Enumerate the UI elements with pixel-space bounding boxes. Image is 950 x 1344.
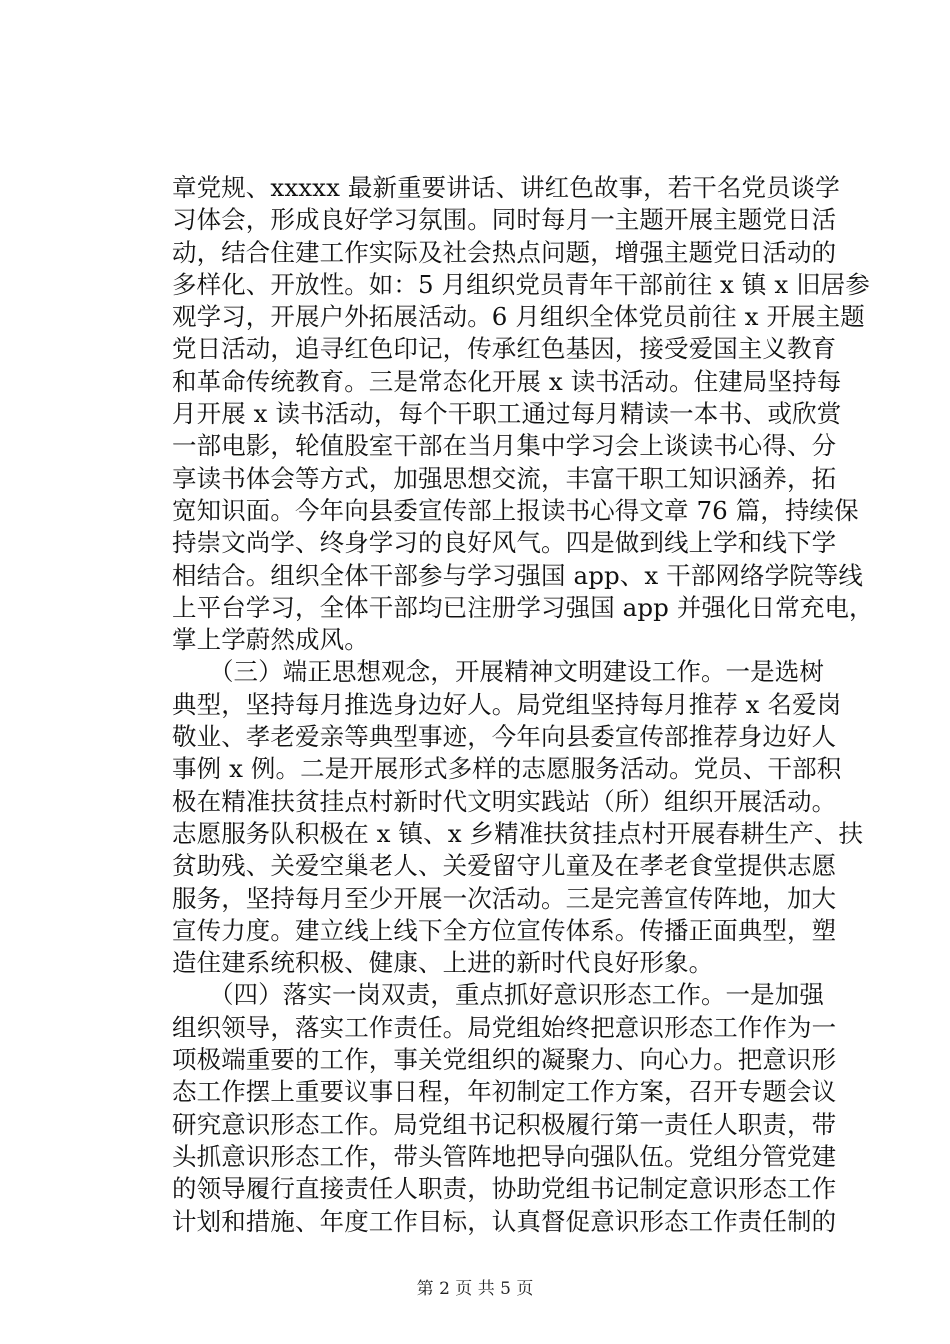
text-line: 服务，坚持每月至少开展一次活动。三是完善宣传阵地，加大	[172, 883, 837, 913]
text-line: 习体会，形成良好学习氛围。同时每月一主题开展主题党日活	[172, 205, 837, 235]
text-line: 志愿服务队积极在 x 镇、x 乡精准扶贫挂点村开展春耕生产、扶	[172, 818, 864, 848]
text-line: 贫助残、关爱空巢老人、关爱留守儿童及在孝老食堂提供志愿	[172, 851, 837, 881]
text-line: 事例 x 例。二是开展形式多样的志愿服务活动。党员、干部积	[172, 754, 842, 784]
text-line: 极在精准扶贫挂点村新时代文明实践站（所）组织开展活动。	[172, 786, 837, 816]
text-line: 持崇文尚学、终身学习的良好风气。四是做到线上学和线下学	[172, 528, 837, 558]
text-line: 的领导履行直接责任人职责，协助党组书记制定意识形态工作	[172, 1174, 837, 1204]
text-line: （三）端正思想观念，开展精神文明建设工作。一是选树	[172, 657, 824, 687]
text-line: 态工作摆上重要议事日程，年初制定工作方案，召开专题会议	[172, 1077, 837, 1107]
text-line: 观学习，开展户外拓展活动。6 月组织全体党员前往 x 开展主题	[172, 302, 865, 332]
text-line: 党日活动，追寻红色印记，传承红色基因，接受爱国主义教育	[172, 334, 837, 364]
text-line: 和革命传统教育。三是常态化开展 x 读书活动。住建局坚持每	[172, 366, 842, 396]
text-line: 多样化、开放性。如：5 月组织党员青年干部前往 x 镇 x 旧居参	[172, 269, 870, 299]
text-line: 敬业、孝老爱亲等典型事迹，今年向县委宣传部推荐身边好人	[172, 722, 837, 752]
text-line: 组织领导，落实工作责任。局党组始终把意识形态工作作为一	[172, 1012, 837, 1042]
text-line: 头抓意识形态工作，带头管阵地把导向强队伍。党组分管党建	[172, 1141, 837, 1171]
text-line: 动，结合住建工作实际及社会热点问题，增强主题党日活动的	[172, 237, 837, 267]
text-line: 章党规、xxxxx 最新重要讲话、讲红色故事，若干名党员谈学	[172, 173, 840, 202]
text-line: （四）落实一岗双责，重点抓好意识形态工作。一是加强	[172, 980, 824, 1010]
body-text	[172, 172, 874, 1238]
text-line: 计划和措施、年度工作目标，认真督促意识形态工作责任制的	[172, 1206, 837, 1236]
text-line: 造住建系统积极、健康、上进的新时代良好形象。	[172, 948, 714, 978]
text-line: 项极端重要的工作，事关党组织的凝聚力、向心力。把意识形	[172, 1045, 837, 1075]
text-line: 月开展 x 读书活动，每个干职工通过每月精读一本书、或欣赏	[172, 399, 842, 429]
text-line: 宣传力度。建立线上线下全方位宣传体系。传播正面典型，塑	[172, 915, 837, 945]
text-line: 宽知识面。今年向县委宣传部上报读书心得文章 76 篇，持续保	[172, 495, 859, 525]
text-line: 相结合。组织全体干部参与学习强国 app、x 干部网络学院等线	[172, 560, 863, 590]
text-line: 掌上学蔚然成风。	[172, 625, 369, 655]
page-footer: 第 2 页 共 5 页	[416, 1279, 534, 1299]
text-line: 典型，坚持每月推选身边好人。局党组坚持每月推荐 x 名爱岗	[172, 689, 842, 719]
text-line: 享读书体会等方式，加强思想交流，丰富干职工知识涵养，拓	[172, 463, 837, 493]
text-line: 研究意识形态工作。局党组书记积极履行第一责任人职责，带	[172, 1109, 837, 1139]
text-line: 一部电影，轮值股室干部在当月集中学习会上谈读书心得、分	[172, 431, 837, 461]
text-line: 上平台学习，全体干部均已注册学习强国 app 并强化日常充电，	[172, 592, 874, 622]
